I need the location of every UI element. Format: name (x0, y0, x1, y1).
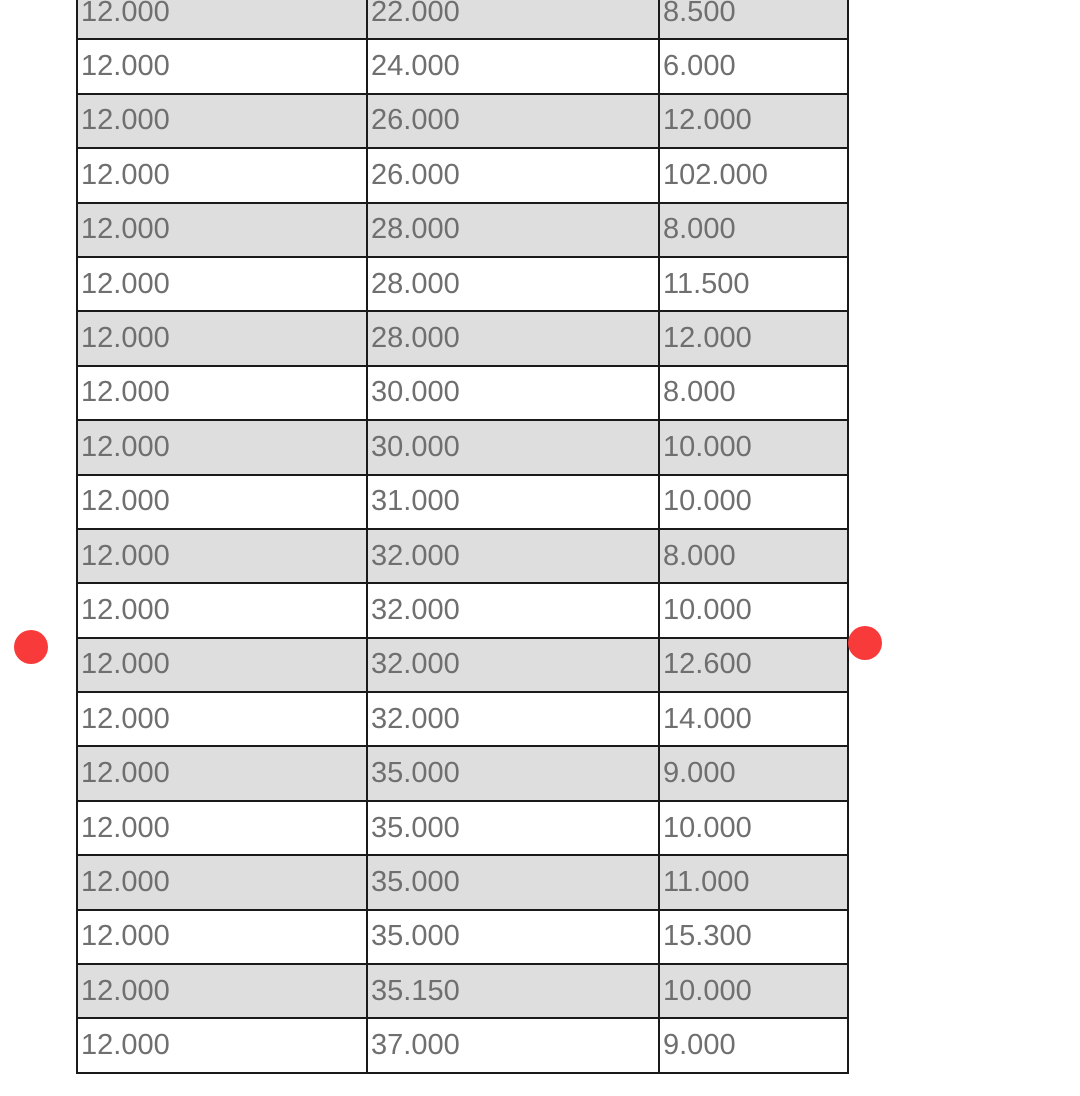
table-cell[interactable]: 35.000 (367, 801, 659, 855)
table-row (77, 746, 848, 800)
table-cell[interactable]: 26.000 (367, 94, 659, 148)
table-cell[interactable]: 102.000 (659, 148, 848, 202)
table-cell[interactable]: 12.000 (77, 257, 367, 311)
table-cell[interactable]: 12.000 (659, 94, 848, 148)
table-row (77, 366, 848, 420)
table-cell[interactable]: 8.500 (659, 0, 848, 39)
table-row (77, 583, 848, 637)
table-row (77, 311, 848, 365)
table-cell[interactable]: 28.000 (367, 203, 659, 257)
table-cell[interactable]: 12.000 (77, 94, 367, 148)
table-cell[interactable]: 35.000 (367, 910, 659, 964)
table-cell[interactable]: 12.000 (77, 910, 367, 964)
table-cell[interactable]: 12.000 (77, 692, 367, 746)
table-cell[interactable]: 12.000 (77, 475, 367, 529)
table-cell[interactable]: 12.000 (77, 366, 367, 420)
table-cell[interactable]: 32.000 (367, 529, 659, 583)
table-cell[interactable]: 12.000 (77, 148, 367, 202)
table-cell[interactable]: 28.000 (367, 257, 659, 311)
selection-handle-left[interactable] (14, 630, 48, 664)
table-cell[interactable]: 8.000 (659, 529, 848, 583)
table-cell[interactable]: 12.000 (659, 311, 848, 365)
table-row (77, 638, 848, 692)
table-cell[interactable]: 12.000 (77, 311, 367, 365)
table-row (77, 148, 848, 202)
table-cell[interactable]: 12.000 (77, 583, 367, 637)
table-cell[interactable]: 12.000 (77, 529, 367, 583)
table-cell[interactable]: 15.300 (659, 910, 848, 964)
table-cell[interactable]: 30.000 (367, 420, 659, 474)
table-cell[interactable]: 35.000 (367, 855, 659, 909)
table-cell[interactable]: 37.000 (367, 1018, 659, 1072)
table-row (77, 801, 848, 855)
table-cell[interactable]: 10.000 (659, 801, 848, 855)
table-row (77, 910, 848, 964)
table-row (77, 0, 848, 39)
table-cell[interactable]: 8.000 (659, 203, 848, 257)
table-cell[interactable]: 12.000 (77, 746, 367, 800)
table-cell[interactable]: 12.000 (77, 0, 367, 39)
table-cell[interactable]: 12.000 (77, 801, 367, 855)
table-cell[interactable]: 24.000 (367, 39, 659, 93)
table-row (77, 420, 848, 474)
table-cell[interactable]: 8.000 (659, 366, 848, 420)
table-row (77, 94, 848, 148)
table-cell[interactable]: 10.000 (659, 475, 848, 529)
table-cell[interactable]: 11.000 (659, 855, 848, 909)
table-cell[interactable]: 10.000 (659, 420, 848, 474)
table-cell[interactable]: 12.000 (77, 420, 367, 474)
table-row (77, 203, 848, 257)
table-cell[interactable]: 32.000 (367, 583, 659, 637)
table-cell[interactable]: 12.000 (77, 964, 367, 1018)
table-cell[interactable]: 30.000 (367, 366, 659, 420)
table-row (77, 257, 848, 311)
table-cell[interactable]: 9.000 (659, 1018, 848, 1072)
table-cell[interactable]: 6.000 (659, 39, 848, 93)
table-body (77, 0, 848, 1073)
table-cell[interactable]: 32.000 (367, 638, 659, 692)
table-cell[interactable]: 9.000 (659, 746, 848, 800)
table-cell[interactable]: 35.000 (367, 746, 659, 800)
table-row (77, 692, 848, 746)
table-row (77, 1018, 848, 1072)
table-cell[interactable]: 26.000 (367, 148, 659, 202)
table-cell[interactable]: 10.000 (659, 583, 848, 637)
table-cell[interactable]: 14.000 (659, 692, 848, 746)
table-cell[interactable]: 22.000 (367, 0, 659, 39)
table-cell[interactable]: 31.000 (367, 475, 659, 529)
table-cell[interactable]: 12.000 (77, 1018, 367, 1072)
table-row (77, 964, 848, 1018)
table-row (77, 855, 848, 909)
table-cell[interactable]: 12.000 (77, 39, 367, 93)
table-row (77, 475, 848, 529)
table-cell[interactable]: 12.000 (77, 855, 367, 909)
table-cell[interactable]: 32.000 (367, 692, 659, 746)
table-cell[interactable]: 10.000 (659, 964, 848, 1018)
table-row (77, 529, 848, 583)
selection-handle-right[interactable] (848, 626, 882, 660)
table-cell[interactable]: 35.150 (367, 964, 659, 1018)
table-cell[interactable]: 12.600 (659, 638, 848, 692)
table-cell[interactable]: 12.000 (77, 638, 367, 692)
table-cell[interactable]: 12.000 (77, 203, 367, 257)
table-cell[interactable]: 11.500 (659, 257, 848, 311)
data-table (76, 0, 849, 1074)
table-row (77, 39, 848, 93)
table-cell[interactable]: 28.000 (367, 311, 659, 365)
